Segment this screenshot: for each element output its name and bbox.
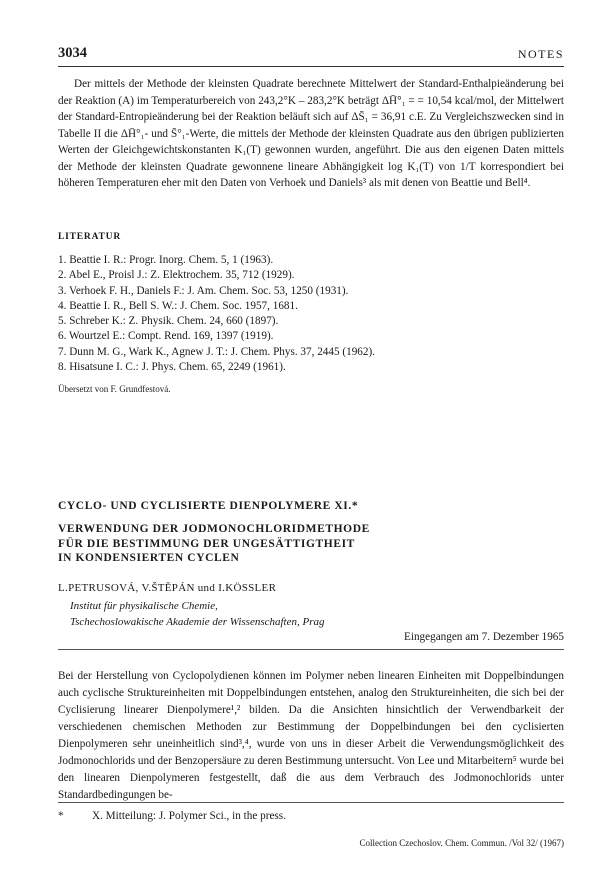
- reference-item: 4. Beattie I. R., Bell S. W.: J. Chem. Soc. 1957, 1681.: [58, 299, 298, 312]
- footnote-marker: *: [58, 810, 64, 822]
- translator-note: Übersetzt von F. Grundfestová.: [58, 384, 171, 394]
- reference-item: 6. Wourtzel E.: Compt. Rend. 169, 1397 (1919).: [58, 330, 274, 343]
- reference-item: 3. Verhoek F. H., Daniels F.: J. Am. Chem. Soc. 53, 1250 (1931).: [58, 284, 349, 297]
- page-number: 3034: [58, 45, 87, 61]
- section-rule: [58, 649, 564, 650]
- footnote: [58, 810, 286, 822]
- reference-item: 8. Hisatsune I. C.: J. Phys. Chem. 65, 2249 (1961).: [58, 361, 286, 374]
- reference-list: [58, 253, 375, 375]
- reference-item: 2. Abel E., Proisl J.: Z. Elektrochem. 35, 712 (1929).: [58, 269, 295, 282]
- journal-footer: Collection Czechoslov. Chem. Commun. /Vol 32/ (1967): [359, 838, 564, 848]
- institute: [70, 599, 325, 630]
- footnote-text: X. Mitteilung: J. Polymer Sci., in the press.: [92, 810, 286, 822]
- authors: L.PETRUSOVÁ, V.ŠTĚPÁN und I.KÖSSLER: [58, 582, 277, 594]
- article-title: CYCLO- UND CYCLISIERTE DIENPOLYMERE XI.*: [58, 500, 359, 512]
- footnote-rule: [58, 802, 564, 803]
- intro-paragraph: Der mittels der Methode der kleinsten Quadrate berechnete Mittelwert der Standard-Enthalpieänderung bei der Reaktion (A) im Temperaturbereich von 243,2°K – 283,2°K beträgt ΔH̄°₁ = = 10,54 kcal/mol, der Mittelwert der Standard-Entropieänderung bei der Reaktion beläuft sich auf ΔS̄₁ = 36,91 c.E. Zu Vergleichszwecken sind in Tabelle II die ΔH̄°₁- und S̄°₁-Werte, die mittels der Methode der kleinsten Quadrate aus den übrigen publizierten Werten der Gleichgewichtskonstanten K₁(T) gewonnen wurden, angeführt. Die aus den eigenen Daten mittels der Methode der kleinsten Quadrate gewonnene lineare Abhängigkeit log K₁(T) von 1/T korrespondiert bei höheren Temperaturen eher mit den Daten von Verhoek und Daniels³ als mit denen von Beattie und Bell⁴.: [58, 78, 564, 189]
- literature-heading: LITERATUR: [58, 232, 121, 242]
- reference-item: 5. Schreber K.: Z. Physik. Chem. 24, 660 (1897).: [58, 315, 279, 328]
- header-rule: [58, 66, 564, 67]
- subtitle-line: IN KONDENSIERTEN CYCLEN: [58, 552, 240, 564]
- subtitle-line: VERWENDUNG DER JODMONOCHLORIDMETHODE: [58, 523, 370, 535]
- reference-item: 7. Dunn M. G., Wark K., Agnew J. T.: J. Chem. Phys. 37, 2445 (1962).: [58, 345, 376, 358]
- institute-line: Institut für physikalische Chemie,: [70, 600, 218, 612]
- section-label: NOTES: [517, 47, 564, 61]
- reference-item: 1. Beattie I. R.: Progr. Inorg. Chem. 5, 1 (1963).: [58, 254, 274, 266]
- page-header: [58, 45, 564, 65]
- received-date: Eingegangen am 7. Dezember 1965: [404, 631, 564, 643]
- article-subtitle: [58, 522, 564, 566]
- subtitle-line: FÜR DIE BESTIMMUNG DER UNGESÄTTIGTHEIT: [58, 537, 355, 550]
- article-body: Bei der Herstellung von Cyclopolydienen können im Polymer neben linearen Einheiten mit Doppelbindungen auch cyclische Struktureinheiten mit Doppelbindungen entstehen, analog den Struktureinheiten, die sich bei der Cyclisierung linearer Dienpolymere¹,² bilden. Da die Ansichten hinsichtlich der Verwendbarkeit der verschiedenen chemischen Methoden zur Bestimmung der Doppelbindungen bei den cyclisierten Dienpolymeren sehr uneinheitlich sind³,⁴, wurde von uns in dieser Arbeit die Verwendungsmöglichkeit des Jodmonochlorids und der Benzopersäure zu deren Bestimmung untersucht. Von Lee und Mitarbeitern⁵ wurde bei den linearen Dienpolymeren festgestellt, daß die aus dem Verbrauch des Jodmonochlorids unter Standardbedingungen be-: [58, 670, 564, 801]
- institute-line: Tschechoslowakische Akademie der Wissenschaften, Prag: [70, 615, 325, 628]
